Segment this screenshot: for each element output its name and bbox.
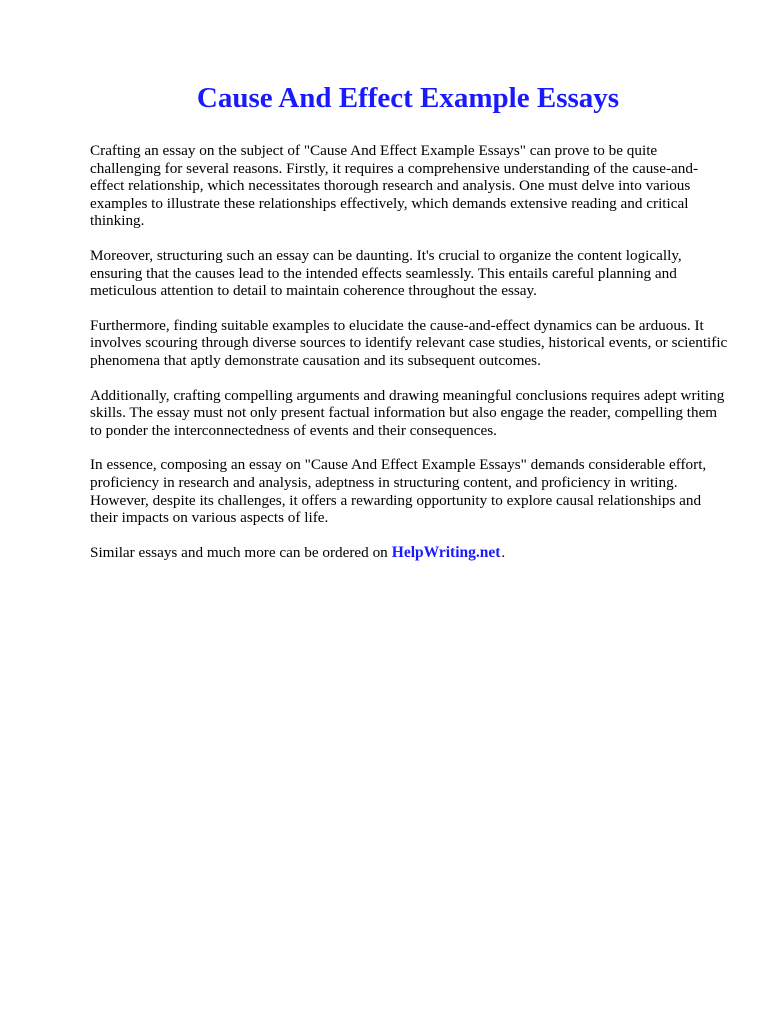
helpwriting-link[interactable]: HelpWriting.net	[391, 543, 501, 561]
page-title: Cause And Effect Example Essays	[196, 82, 620, 114]
paragraph-examples: Furthermore, finding suitable examples to elucidate the cause-and-effect dynamics can be arduous. It involves scouring through diverse sources to identify relevant case studies, historical events, or scientific phenomena that aptly demonstrate causation and its subsequent outcomes.	[90, 316, 728, 369]
paragraph-intro: Crafting an essay on the subject of "Cause And Effect Example Essays" can prove to be quite challenging for several reasons. Firstly, it requires a comprehensive understanding of the cause-and-effect relationship, which necessitates thorough research and analysis. One must delve into various examples to illustrate these relationships effectively, which demands extensive reading and critical thinking.	[90, 142, 698, 230]
paragraph-arguments: Additionally, crafting compelling arguments and drawing meaningful conclusions requires adept writing skills. The essay must not only present factual information but also engage the reader, compelling them to ponder the interconnectedness of events and their consequences.	[90, 386, 725, 439]
paragraph-conclusion: In essence, composing an essay on "Cause And Effect Example Essays" demands considerable effort, proficiency in research and analysis, adeptness in structuring content, and proficiency in writing. However, despite its challenges, it offers a rewarding opportunity to explore causal relationships and their impacts on various aspects of life.	[90, 456, 707, 527]
closing-line	[90, 544, 730, 562]
paragraph-structure: Moreover, structuring such an essay can be daunting. It's crucial to organize the content logically, ensuring that the causes lead to the intended effects seamlessly. This entails careful planning and meticulous attention to detail to maintain coherence throughout the essay.	[90, 246, 682, 300]
closing-period: .	[501, 543, 506, 561]
closing-text: Similar essays and much more can be ordered on	[90, 543, 388, 561]
document-page	[90, 80, 730, 561]
